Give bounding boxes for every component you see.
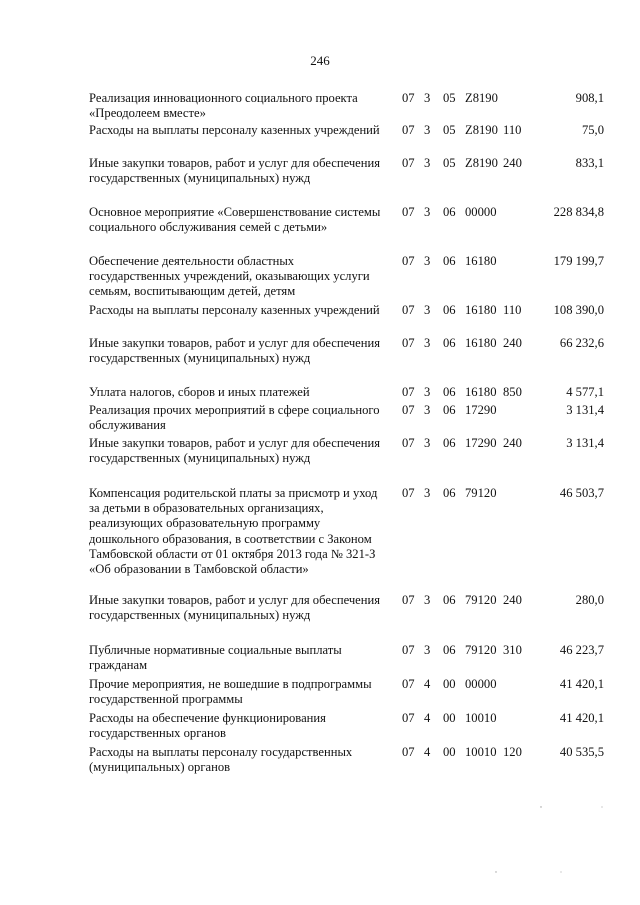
row-description: Расходы на выплаты персоналу казенных учреждений bbox=[89, 303, 380, 317]
code-subprogram: 05 bbox=[443, 123, 456, 137]
row-amount: 41 420,1 bbox=[559, 677, 604, 691]
code-subprogram: 06 bbox=[443, 254, 456, 268]
code-program: 4 bbox=[424, 745, 431, 759]
code-expense-type: 850 bbox=[503, 385, 522, 399]
row-description: Расходы на выплаты персоналу государственных (муниципальных) органов bbox=[89, 745, 353, 775]
row-description: Иные закупки товаров, работ и услуг для обеспечения государственных (муниципальных) нужд bbox=[89, 336, 381, 366]
code-direction: 16180 bbox=[465, 385, 497, 399]
code-direction: 17290 bbox=[465, 403, 497, 417]
code-direction: 17290 bbox=[465, 436, 497, 450]
code-subprogram: 05 bbox=[443, 156, 456, 170]
page-number: 246 bbox=[310, 53, 330, 68]
code-program: 3 bbox=[424, 205, 431, 219]
code-program: 4 bbox=[424, 711, 431, 725]
code-subprogram: 05 bbox=[443, 91, 456, 105]
code-program: 3 bbox=[424, 123, 431, 137]
code-program: 3 bbox=[424, 436, 431, 450]
code-subprogram: 00 bbox=[443, 677, 456, 691]
code-expense-type: 110 bbox=[503, 303, 522, 317]
code-subprogram: 06 bbox=[443, 486, 456, 500]
code-subprogram: 00 bbox=[443, 711, 456, 725]
code-program: 3 bbox=[424, 336, 431, 350]
row-amount: 908,1 bbox=[575, 91, 604, 105]
code-section: 07 bbox=[402, 156, 415, 170]
row-description: Реализация инновационного социального проекта «Преодолеем вместе» bbox=[89, 91, 358, 121]
code-direction: 16180 bbox=[465, 254, 497, 268]
code-expense-type: 120 bbox=[503, 745, 522, 759]
row-amount: 833,1 bbox=[575, 156, 604, 170]
code-subprogram: 06 bbox=[443, 205, 456, 219]
code-subprogram: 06 bbox=[443, 403, 456, 417]
code-direction: Z8190 bbox=[465, 156, 498, 170]
code-subprogram: 00 bbox=[443, 745, 456, 759]
code-expense-type: 240 bbox=[503, 336, 522, 350]
row-description: Иные закупки товаров, работ и услуг для обеспечения государственных (муниципальных) нужд bbox=[89, 593, 381, 623]
row-amount: 179 199,7 bbox=[553, 254, 604, 268]
row-amount: 280,0 bbox=[575, 593, 604, 607]
code-section: 07 bbox=[402, 403, 415, 417]
code-expense-type: 110 bbox=[503, 123, 522, 137]
code-section: 07 bbox=[402, 711, 415, 725]
code-expense-type: 240 bbox=[503, 436, 522, 450]
row-amount: 40 535,5 bbox=[559, 745, 604, 759]
code-direction: 16180 bbox=[465, 336, 497, 350]
code-section: 07 bbox=[402, 436, 415, 450]
row-amount: 108 390,0 bbox=[553, 303, 604, 317]
code-section: 07 bbox=[402, 205, 415, 219]
code-program: 3 bbox=[424, 254, 431, 268]
code-section: 07 bbox=[402, 336, 415, 350]
row-description: Расходы на выплаты персоналу казенных учреждений bbox=[89, 123, 380, 137]
code-section: 07 bbox=[402, 593, 415, 607]
code-program: 3 bbox=[424, 403, 431, 417]
code-section: 07 bbox=[402, 91, 415, 105]
code-expense-type: 240 bbox=[503, 593, 522, 607]
code-direction: 79120 bbox=[465, 593, 497, 607]
row-amount: 46 503,7 bbox=[559, 486, 604, 500]
code-direction: 10010 bbox=[465, 745, 497, 759]
row-description: Уплата налогов, сборов и иных платежей bbox=[89, 385, 310, 399]
row-amount: 4 577,1 bbox=[566, 385, 604, 399]
row-amount: 3 131,4 bbox=[566, 436, 604, 450]
code-subprogram: 06 bbox=[443, 385, 456, 399]
code-direction: Z8190 bbox=[465, 123, 498, 137]
code-section: 07 bbox=[402, 303, 415, 317]
row-description: Иные закупки товаров, работ и услуг для обеспечения государственных (муниципальных) нужд bbox=[89, 156, 381, 186]
code-section: 07 bbox=[402, 486, 415, 500]
row-amount: 41 420,1 bbox=[559, 711, 604, 725]
code-program: 3 bbox=[424, 91, 431, 105]
row-amount: 66 232,6 bbox=[559, 336, 604, 350]
code-expense-type: 240 bbox=[503, 156, 522, 170]
row-description: Публичные нормативные социальные выплаты гражданам bbox=[89, 643, 342, 673]
code-direction: 10010 bbox=[465, 711, 497, 725]
code-program: 3 bbox=[424, 303, 431, 317]
row-description: Обеспечение деятельности областных государственных учреждений, оказывающих услуги семьям, воспитывающим детей, детям bbox=[89, 254, 370, 299]
code-subprogram: 06 bbox=[443, 643, 456, 657]
code-program: 3 bbox=[424, 156, 431, 170]
code-program: 3 bbox=[424, 385, 431, 399]
row-description: Расходы на обеспечение функционирования государственных органов bbox=[89, 711, 326, 741]
code-direction: 00000 bbox=[465, 205, 497, 219]
row-amount: 228 834,8 bbox=[553, 205, 604, 219]
row-description: Прочие мероприятия, не вошедшие в подпрограммы государственной программы bbox=[89, 677, 372, 707]
code-subprogram: 06 bbox=[443, 303, 456, 317]
code-section: 07 bbox=[402, 643, 415, 657]
code-program: 3 bbox=[424, 643, 431, 657]
code-program: 3 bbox=[424, 593, 431, 607]
code-section: 07 bbox=[402, 677, 415, 691]
code-program: 3 bbox=[424, 486, 431, 500]
row-description: Основное мероприятие «Совершенствование системы социального обслуживания семей с детьми» bbox=[89, 205, 381, 235]
row-amount: 75,0 bbox=[581, 123, 604, 137]
row-description: Реализация прочих мероприятий в сфере социального обслуживания bbox=[89, 403, 380, 433]
code-section: 07 bbox=[402, 745, 415, 759]
code-direction: 79120 bbox=[465, 486, 497, 500]
code-subprogram: 06 bbox=[443, 336, 456, 350]
code-section: 07 bbox=[402, 254, 415, 268]
row-amount: 3 131,4 bbox=[566, 403, 604, 417]
code-direction: 00000 bbox=[465, 677, 497, 691]
row-amount: 46 223,7 bbox=[559, 643, 604, 657]
code-direction: 16180 bbox=[465, 303, 497, 317]
code-program: 4 bbox=[424, 677, 431, 691]
code-subprogram: 06 bbox=[443, 436, 456, 450]
row-description: Иные закупки товаров, работ и услуг для обеспечения государственных (муниципальных) нужд bbox=[89, 436, 381, 466]
code-section: 07 bbox=[402, 123, 415, 137]
code-direction: 79120 bbox=[465, 643, 497, 657]
code-expense-type: 310 bbox=[503, 643, 522, 657]
code-direction: Z8190 bbox=[465, 91, 498, 105]
row-description: Компенсация родительской платы за присмотр и уход за детьми в образовательных организациях, реализующих образовательную программу дошкольного образования, в соответствии с Законом Тамбовской области от 01 октября 2013 года № 321-З «Об образовании в Тамбовской области» bbox=[89, 486, 378, 577]
code-subprogram: 06 bbox=[443, 593, 456, 607]
code-section: 07 bbox=[402, 385, 415, 399]
